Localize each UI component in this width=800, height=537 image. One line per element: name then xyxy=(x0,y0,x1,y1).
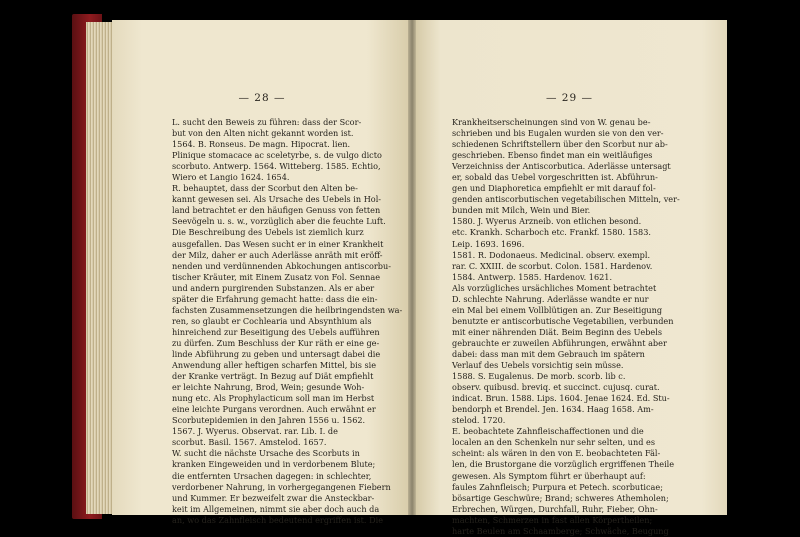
text-line: schrieben und bis Eugalen wurden sie von den ver- xyxy=(452,128,664,139)
text-line: E. beobachtete Zahnfleischaffectionen und die xyxy=(452,426,644,437)
text-line: fachsten Zusammensetzungen die heilbringendsten wa- xyxy=(172,304,403,315)
text-line: später die Erfahrung gemacht hatte: dass die ein- xyxy=(172,293,378,304)
page-number-left: — 28 — xyxy=(238,92,286,104)
text-line: ren, so glaubt er Cochlearia und Absynthium als xyxy=(172,315,372,326)
text-line: er, sobald das Uebel vorgeschritten ist. Abführun- xyxy=(452,172,658,183)
text-line: 1567. J. Wyerus. Observat. rar. Lib. I. de xyxy=(172,426,338,437)
text-line: dabei: dass man mit dem Gebrauch im spätern xyxy=(452,348,645,359)
text-line: zu dürfen. Zum Beschluss der Kur räth er eine ge- xyxy=(172,337,380,348)
text-line: nung etc. Als Prophylacticum soll man im Herbst xyxy=(172,393,375,404)
text-line: W. sucht die nächste Ursache des Scorbuts in xyxy=(172,448,360,459)
text-line: localen an den Schenkeln nur sehr selten, und es xyxy=(452,437,656,448)
text-line: er leichte Nahrung, Brod, Wein; gesunde Woh- xyxy=(172,382,365,393)
text-line: stelod. 1720. xyxy=(452,415,506,426)
text-line: geschrieben. Ebenso findet man ein weitläufiges xyxy=(452,150,653,161)
text-line: scheint: als wären in den von E. beobachteten Fäl- xyxy=(452,448,661,459)
text-line: Anwendung aller heftigen scharfen Mittel, bis sie xyxy=(172,360,377,371)
text-line: bösartige Geschwüre; Brand; schweres Athemholen; xyxy=(452,492,669,503)
book-gutter xyxy=(408,20,416,515)
text-line: harte Beulen am Schaamberge; Schwäche, Beugung xyxy=(452,525,669,536)
text-line: 1580. J. Wyerus Arzneib. von etlichen besond. xyxy=(452,216,642,227)
right-page-text xyxy=(452,117,680,537)
text-line: kranken Eingeweiden und in verdorbenem Blute; xyxy=(172,459,376,470)
text-line: 1588. S. Eugalenus. De morb. scorb. lib c. xyxy=(452,371,626,382)
text-line: hinreichend zur Beseitigung des Uebels aufführen xyxy=(172,326,380,337)
open-book xyxy=(72,14,732,536)
text-line: Die Beschreibung des Uebels ist ziemlich kurz xyxy=(172,227,364,238)
text-line: der Milz, daher er auch Aderlässe anräth mit eröff- xyxy=(172,249,383,260)
text-line: gewesen. Als Symptom führt er überhaupt auf: xyxy=(452,470,646,481)
text-line: faules Zahnfleisch; Purpura et Petech. scorbuticae; xyxy=(452,481,663,492)
text-line: Erbrechen, Würgen, Durchfall, Ruhr, Fieber, Ohn- xyxy=(452,503,658,514)
text-line: scorbut. Basil. 1567. Amstelod. 1657. xyxy=(172,437,327,448)
text-line: an, wo das Zahnfleisch bedeutend ergriffen ist. Die xyxy=(172,514,384,525)
text-line: len, die Brustorgane die vorzüglich ergriffenen Theile xyxy=(452,459,675,470)
text-line: Verzeichniss der Antiscorbutica. Aderlässe untersagt xyxy=(452,161,671,172)
text-line: D. schlechte Nahrung. Aderlässe wandte er nur xyxy=(452,293,649,304)
left-page-text xyxy=(172,117,402,526)
text-line: und Kummer. Er bezweifelt zwar die Ansteckbar- xyxy=(172,492,375,503)
text-line: der Kranke verträgt. In Bezug auf Diät empfiehlt xyxy=(172,371,374,382)
text-line: Seevögeln u. s. w., vorzüglich aber die feuchte Luft. xyxy=(172,216,386,227)
text-line: ein Mal bei einem Vollblütigen an. Zur Beseitigung xyxy=(452,304,663,315)
text-line: eine leichte Purgans verordnen. Auch erwähnt er xyxy=(172,404,376,415)
text-line: 1564. B. Ronseus. De magn. Hipocrat. lien. xyxy=(172,139,351,150)
text-line: bendorph et Brendel. Jen. 1634. Haag 1658. Am- xyxy=(452,404,654,415)
text-line: tischer Kräuter, mit Einem Zusatz von Fol. Sennae xyxy=(172,271,381,282)
text-line: but von den Alten nicht gekannt worden ist. xyxy=(172,128,354,139)
text-line: mit einer nährenden Diät. Beim Beginn des Uebels xyxy=(452,326,663,337)
text-line: bunden mit Milch, Wein und Bier. xyxy=(452,205,591,216)
text-line: L. sucht den Beweis zu führen: dass der Scor- xyxy=(172,117,362,127)
page-number-right: — 29 — xyxy=(545,92,594,104)
text-line: machten, Schmerzen in fast allen Körpertheilen; xyxy=(452,514,653,525)
text-line: verdorbener Nahrung, in vorhergegangenen Fiebern xyxy=(172,481,391,492)
text-line: Scorbutepidemien in den Jahren 1556 u. 1562. xyxy=(172,415,366,426)
text-line: linde Abführung zu geben und untersagt dabei die xyxy=(172,348,381,359)
text-line: scorbuto. Antwerp. 1564. Witteberg. 1585. Echtio, xyxy=(172,161,381,172)
text-line: observ. quibusd. breviq. et succinct. cujusq. curat. xyxy=(452,382,660,393)
left-page xyxy=(112,20,412,525)
text-line: gen und Diaphoretica empfiehlt er mit darauf fol- xyxy=(452,183,656,194)
text-line: rar. C. XXIII. de scorbut. Colon. 1581. Hardenov. xyxy=(452,260,653,271)
text-line: und andern purgirenden Substanzen. Als er aber xyxy=(172,282,375,293)
text-line: schiedenen Schriftstellern über den Scorbut nur ab- xyxy=(452,139,668,150)
text-line: Plinique stomacace ac sceletyrbe, s. de vulgo dicto xyxy=(172,150,382,161)
text-line: nenden und verdünnenden Abkochungen antiscorbu- xyxy=(172,260,391,271)
text-line: gebrauchte er zuweilen Abführungen, erwähnt aber xyxy=(452,337,667,348)
text-line: 1584. Antwerp. 1585. Hardenov. 1621. xyxy=(452,271,613,282)
right-page xyxy=(412,20,727,536)
text-line: genden antiscorbutischen vegetabilischen Mitteln, ver- xyxy=(452,194,680,205)
text-line: ausgefallen. Das Wesen sucht er in einer Krankheit xyxy=(172,238,384,249)
text-line: land betrachtet er den häufigen Genuss von fetten xyxy=(172,205,381,216)
text-line: 1581. R. Dodonaeus. Medicinal. observ. exempl. xyxy=(452,249,651,260)
text-line: die entfernten Ursachen dagegen: in schlechter, xyxy=(172,470,372,481)
text-line: etc. Krankh. Scharboch etc. Frankf. 1580. 1583. xyxy=(452,227,651,238)
text-line: keit im Allgemeinen, nimmt sie aber doch auch da xyxy=(172,503,380,514)
text-line: Als vorzügliches ursächliches Moment betrachtet xyxy=(452,282,657,293)
text-line: Leip. 1693. 1696. xyxy=(452,238,525,249)
text-line: kannt gewesen sei. Als Ursache des Uebels in Hol- xyxy=(172,194,382,205)
text-line: indicat. Brun. 1588. Lips. 1604. Jenae 1624. Ed. Stu- xyxy=(452,393,670,404)
text-line: Verlauf des Uebels vorsichtig sein müsse. xyxy=(452,360,624,371)
text-line: Krankheitserscheinungen sind von W. genau be- xyxy=(452,117,651,127)
text-line: benutzte er antiscorbutische Vegetabilien, verbunden xyxy=(452,315,674,326)
text-line: Wiero et Langio 1624. 1654. xyxy=(172,172,290,183)
text-line: R. behauptet, dass der Scorbut den Alten be- xyxy=(172,183,358,194)
